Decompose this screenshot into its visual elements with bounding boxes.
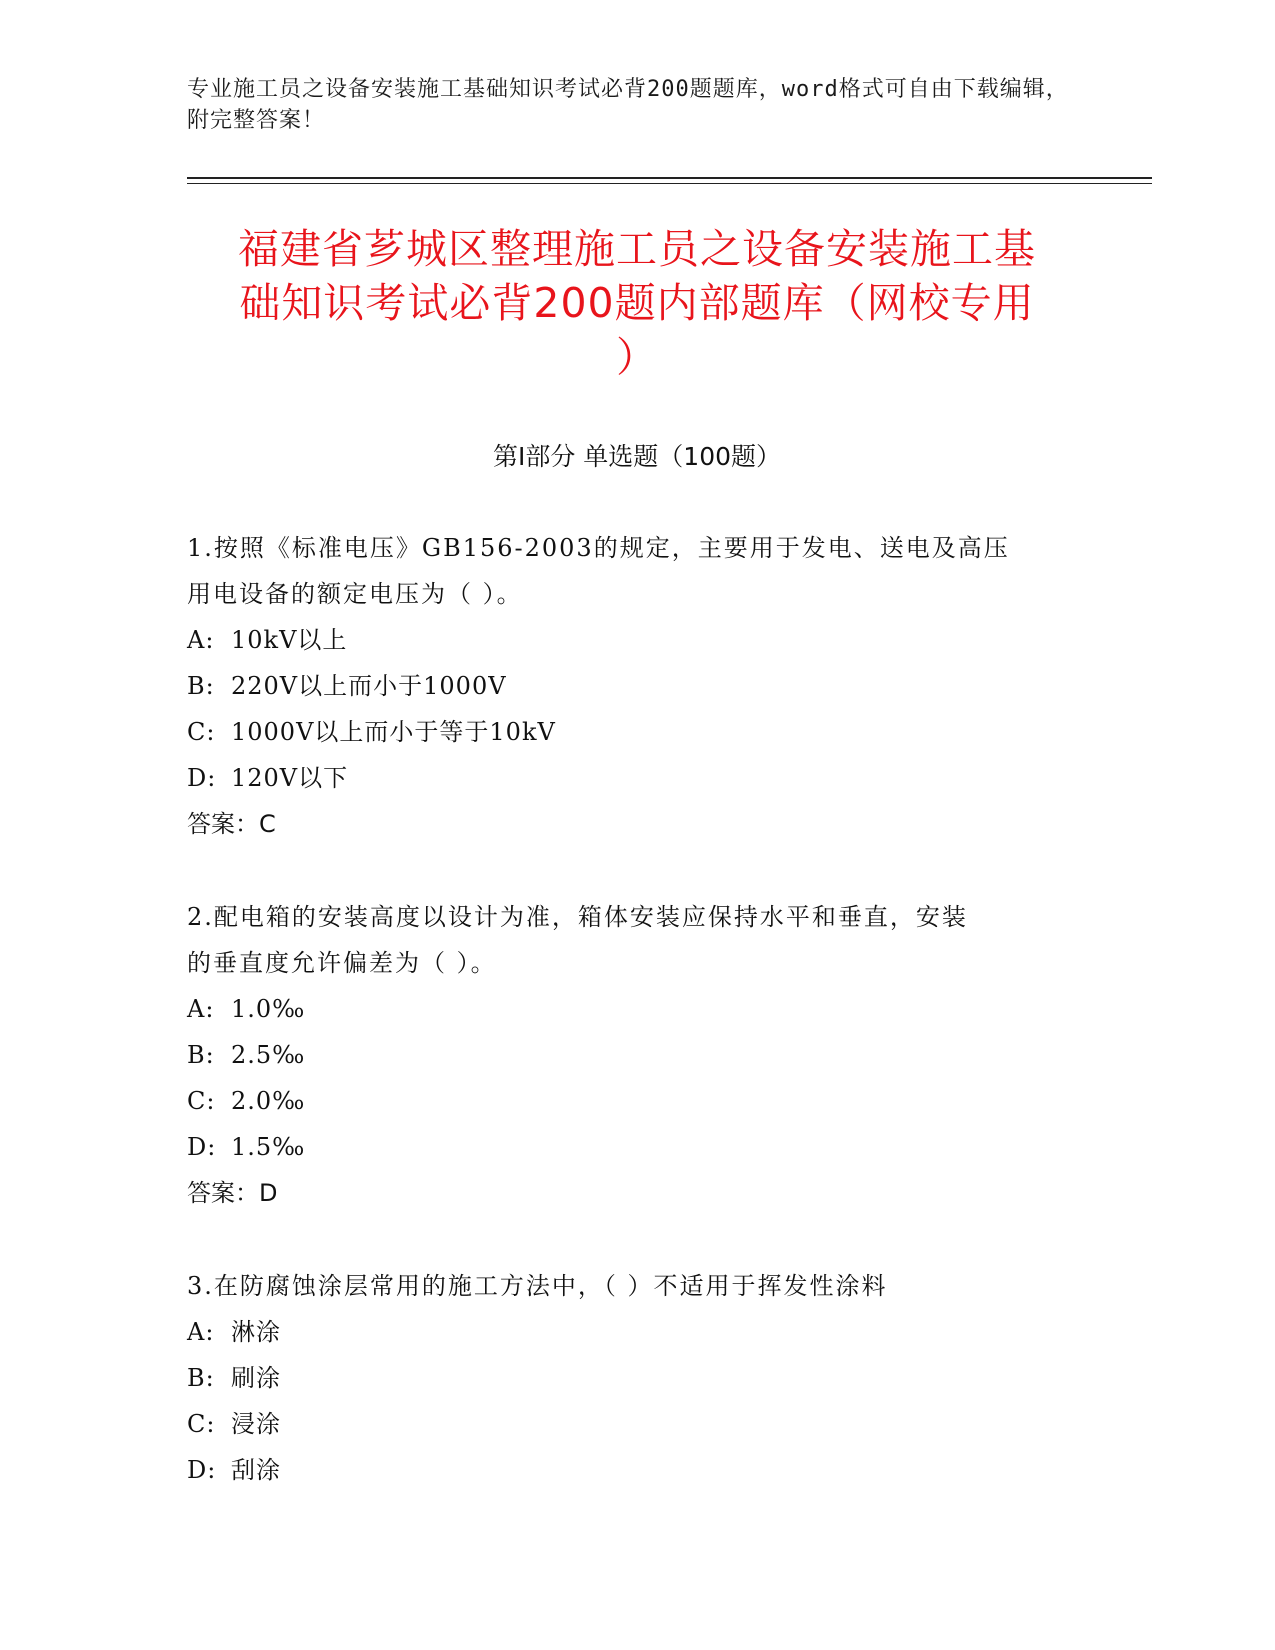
header-rule-thick (187, 177, 1152, 179)
question-stem: 3.在防腐蚀涂层常用的施工方法中，（ ）不适用于挥发性涂料 (187, 1272, 888, 1300)
option-c (187, 1078, 1087, 1124)
option-text: 2.0‰ (231, 1087, 306, 1115)
option-a (187, 617, 1087, 663)
option-label: B: (187, 1041, 215, 1069)
option-text: 1000V以上而小于等于10kV (231, 718, 556, 746)
option-label: A: (187, 995, 215, 1023)
option-text: 浸涂 (231, 1410, 281, 1438)
option-label: D: (187, 1456, 217, 1484)
option-label: C: (187, 718, 216, 746)
section-heading: 第I部分 单选题（100题） (492, 442, 782, 471)
option-label: B: (187, 1364, 215, 1392)
option-text: 120V以下 (231, 764, 349, 792)
title-line-1: 福建省芗城区整理施工员之设备安装施工基 (238, 225, 1036, 273)
option-c (187, 1401, 1087, 1447)
option-d (187, 1447, 1087, 1493)
option-d (187, 755, 1087, 801)
option-label: D: (187, 764, 217, 792)
question-stem: 1.按照《标准电压》GB156-2003的规定，主要用于发电、送电及高压 (187, 534, 1010, 562)
option-text: 1.0‰ (231, 995, 306, 1023)
title-line-2: 础知识考试必背200题内部题库（网校专用 (239, 279, 1035, 327)
option-label: B: (187, 672, 215, 700)
option-text: 淋涂 (231, 1318, 281, 1346)
question-2 (187, 894, 1087, 1216)
question-3 (187, 1263, 1087, 1493)
option-label: A: (187, 626, 215, 654)
option-text: 10kV以上 (231, 626, 348, 654)
option-text: 220V以上而小于1000V (231, 672, 507, 700)
question-stem-continued: 的垂直度允许偏差为（ ）。 (187, 949, 497, 977)
option-b (187, 1032, 1087, 1078)
option-label: D: (187, 1133, 217, 1161)
answer: 答案：D (187, 1179, 278, 1207)
question-stem-continued: 用电设备的额定电压为（ ）。 (187, 580, 523, 608)
option-b (187, 1355, 1087, 1401)
option-a (187, 1309, 1087, 1355)
question-1 (187, 525, 1087, 847)
option-a (187, 986, 1087, 1032)
document-title (187, 222, 1087, 384)
option-d (187, 1124, 1087, 1170)
option-label: A: (187, 1318, 215, 1346)
option-b (187, 663, 1087, 709)
question-list (187, 525, 1087, 1540)
title-line-3: ） (616, 333, 658, 381)
header-rule-thin (187, 183, 1152, 184)
option-label: C: (187, 1410, 216, 1438)
option-text: 刷涂 (231, 1364, 281, 1392)
option-text: 刮涂 (231, 1456, 281, 1484)
answer: 答案：C (187, 810, 276, 838)
option-text: 1.5‰ (231, 1133, 306, 1161)
option-c (187, 709, 1087, 755)
header-note: 专业施工员之设备安装施工基础知识考试必背200题题库，word格式可自由下载编辑，附完整答案！ (187, 77, 1069, 133)
option-label: C: (187, 1087, 216, 1115)
question-stem: 2.配电箱的安装高度以设计为准，箱体安装应保持水平和垂直，安装 (187, 903, 968, 931)
option-text: 2.5‰ (231, 1041, 306, 1069)
